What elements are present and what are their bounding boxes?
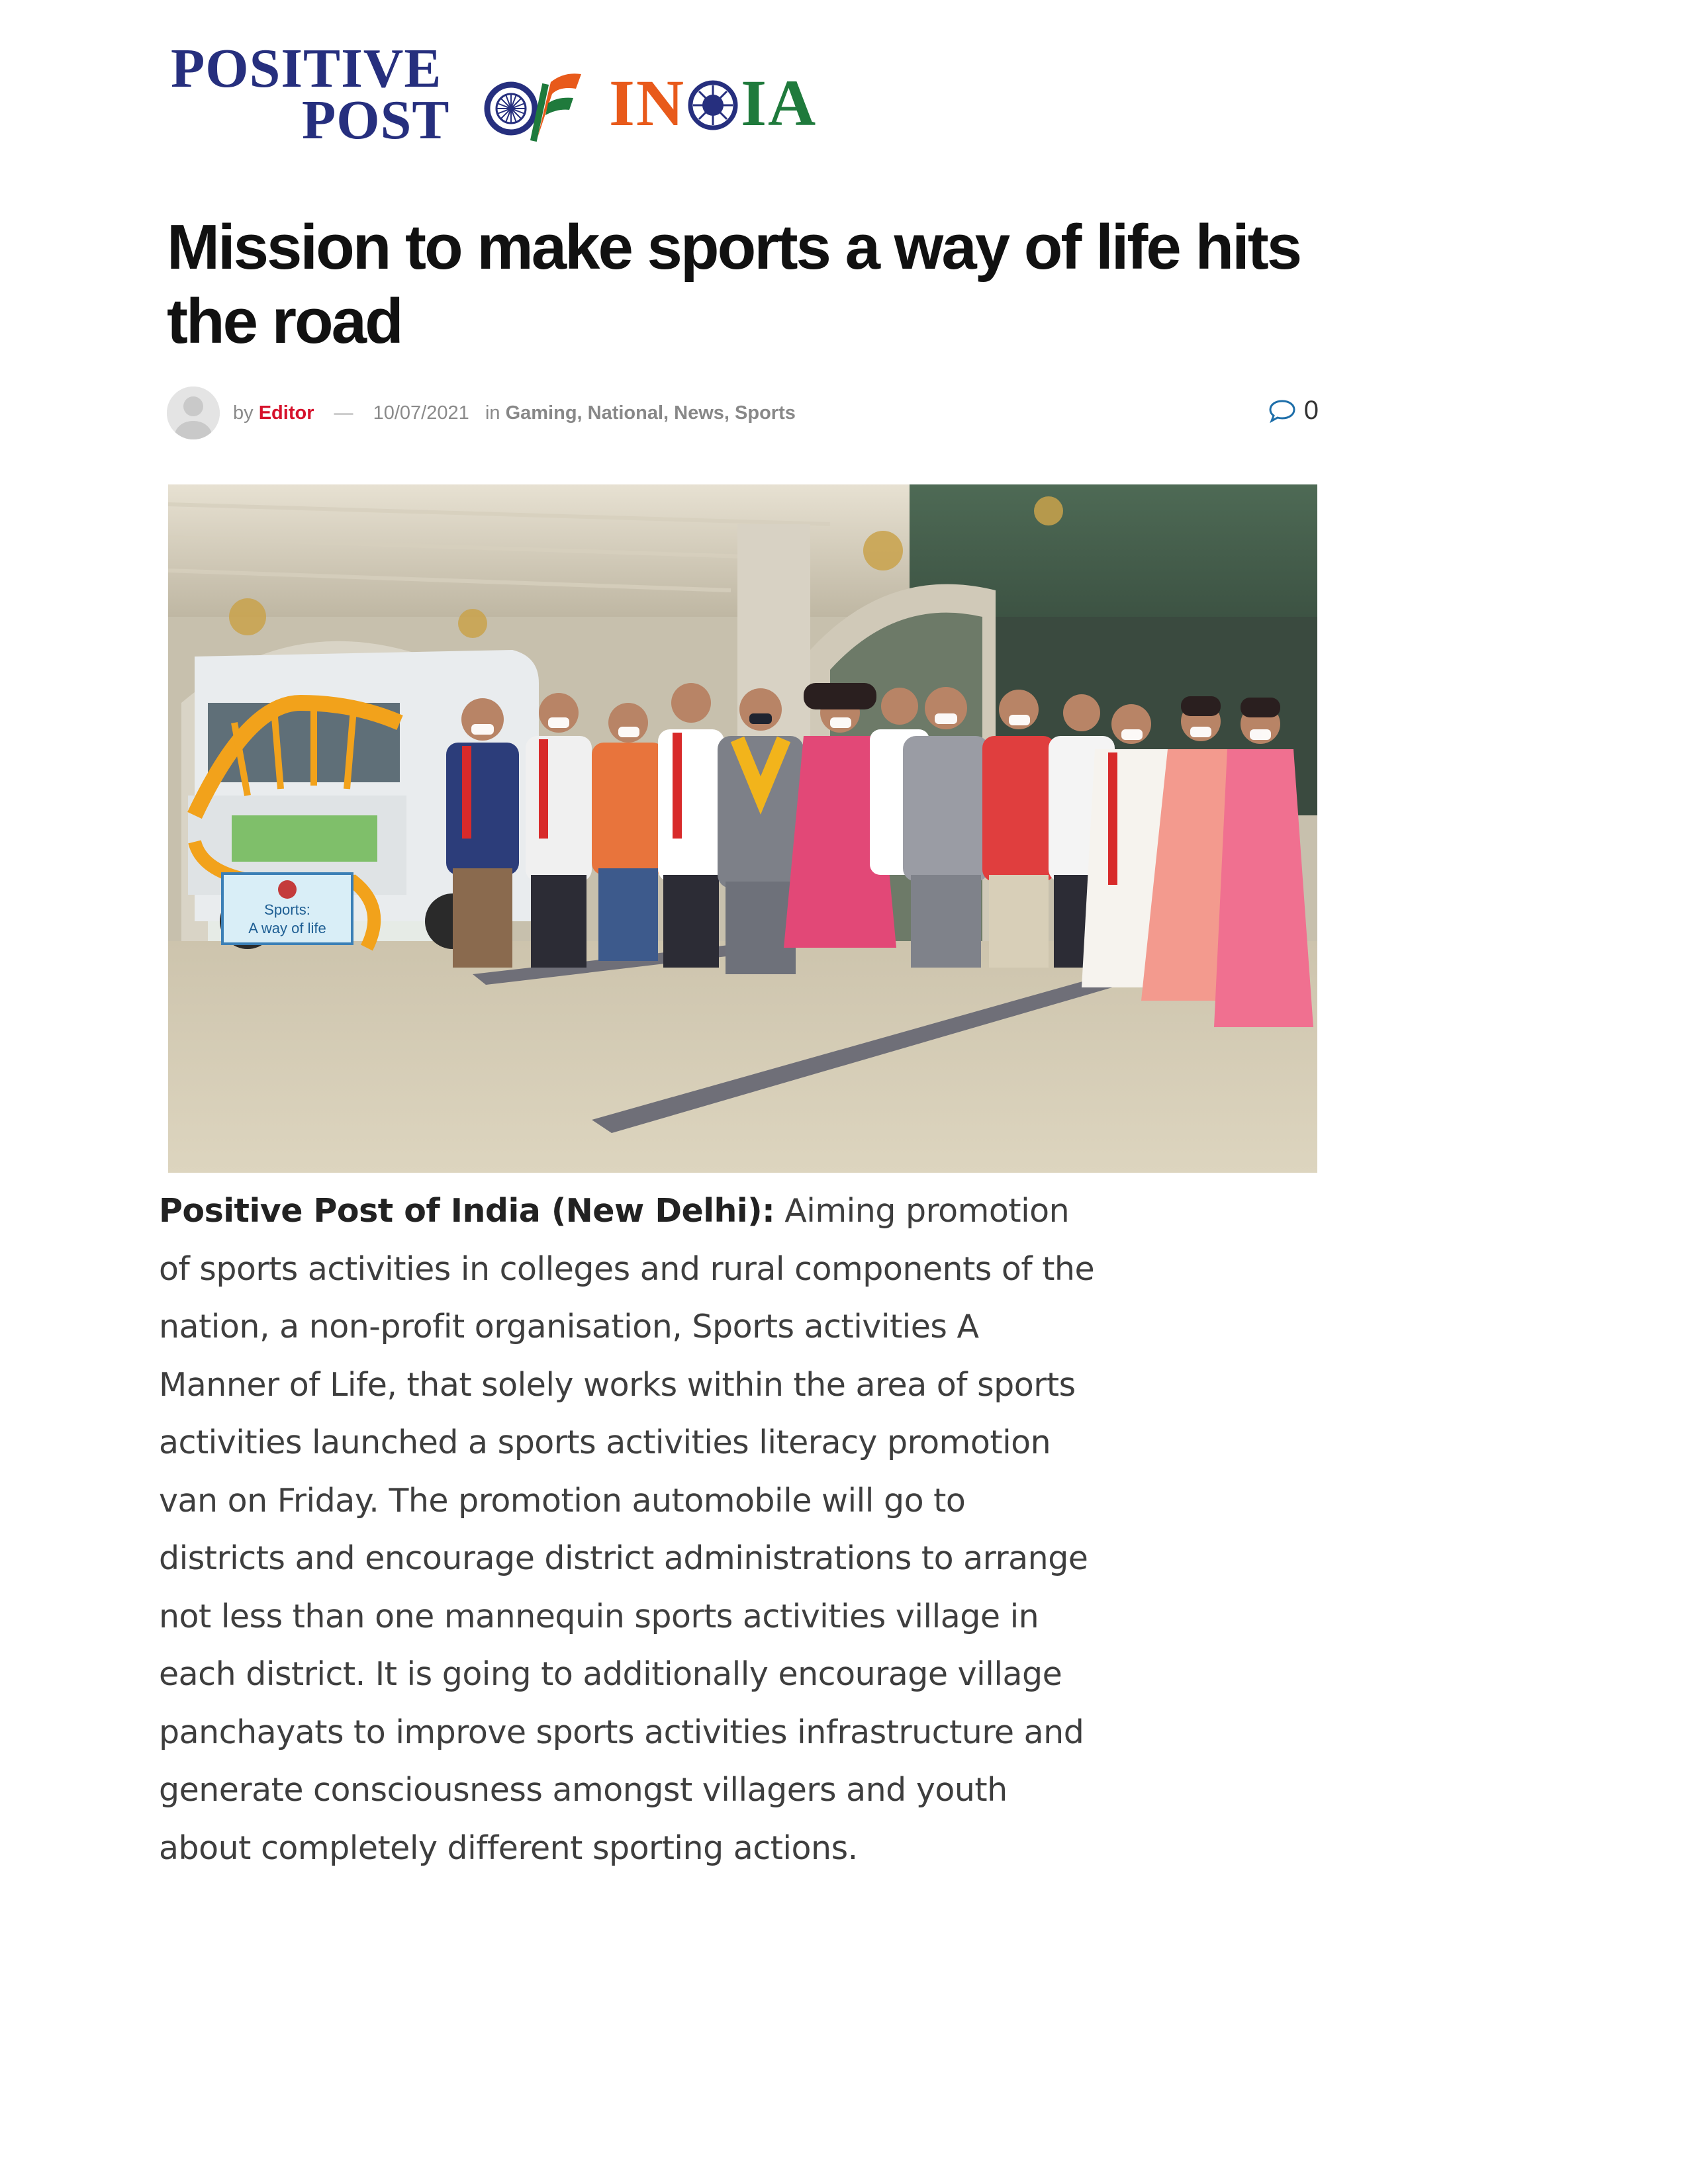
logo-india-text xyxy=(609,66,818,140)
article-body xyxy=(159,1182,1099,1877)
logo-chakra-icon xyxy=(686,77,739,130)
publish-date: 10/07/2021 xyxy=(373,402,469,424)
meta-in: in xyxy=(485,402,500,424)
logo-post-text: POST xyxy=(302,89,450,151)
article-photo xyxy=(168,484,1317,1173)
photo-image xyxy=(168,484,1317,1173)
logo-india-in: IN xyxy=(609,66,686,140)
logo-of-flag-icon xyxy=(477,60,583,152)
author-link[interactable]: Editor xyxy=(258,402,314,424)
logo-positive-text: POSITIVE xyxy=(171,38,442,99)
author-avatar[interactable] xyxy=(167,387,220,439)
category-links[interactable]: Gaming, National, News, Sports xyxy=(505,402,796,424)
meta-by: by xyxy=(233,402,254,424)
article-meta xyxy=(167,387,1319,441)
meta-line xyxy=(233,401,796,425)
site-logo[interactable] xyxy=(171,38,833,154)
meta-dash: — xyxy=(334,402,353,424)
article-lead: Positive Post of India (New Delhi): xyxy=(159,1192,775,1230)
comment-count: 0 xyxy=(1303,396,1319,425)
user-avatar-icon xyxy=(167,387,220,439)
article-text: Aiming promotion of sports activities in colleges and rural components of the nation, a non-profit organisation, Sports activities A Manner of Life, that solely works within the area of sports activities launched a sports activities literacy promotion van on Friday. The promotion automobile will go to districts and encourage district administrations to arrange not less than one mannequin sports activities village in each district. It is going to additionally encourage village panchayats to improve sports activities infrastructure and generate consciousness amongst villagers and youth about completely different sporting actions. xyxy=(159,1192,1095,1867)
van-sign-line2: A way of life xyxy=(248,920,326,936)
logo-india-ia: IA xyxy=(741,66,818,140)
van-sign-line1: Sports: xyxy=(264,901,310,918)
article-title: Mission to make sports a way of life hits the road xyxy=(167,212,1301,357)
comments-link[interactable] xyxy=(1268,396,1319,426)
comment-bubble-icon xyxy=(1268,398,1296,424)
